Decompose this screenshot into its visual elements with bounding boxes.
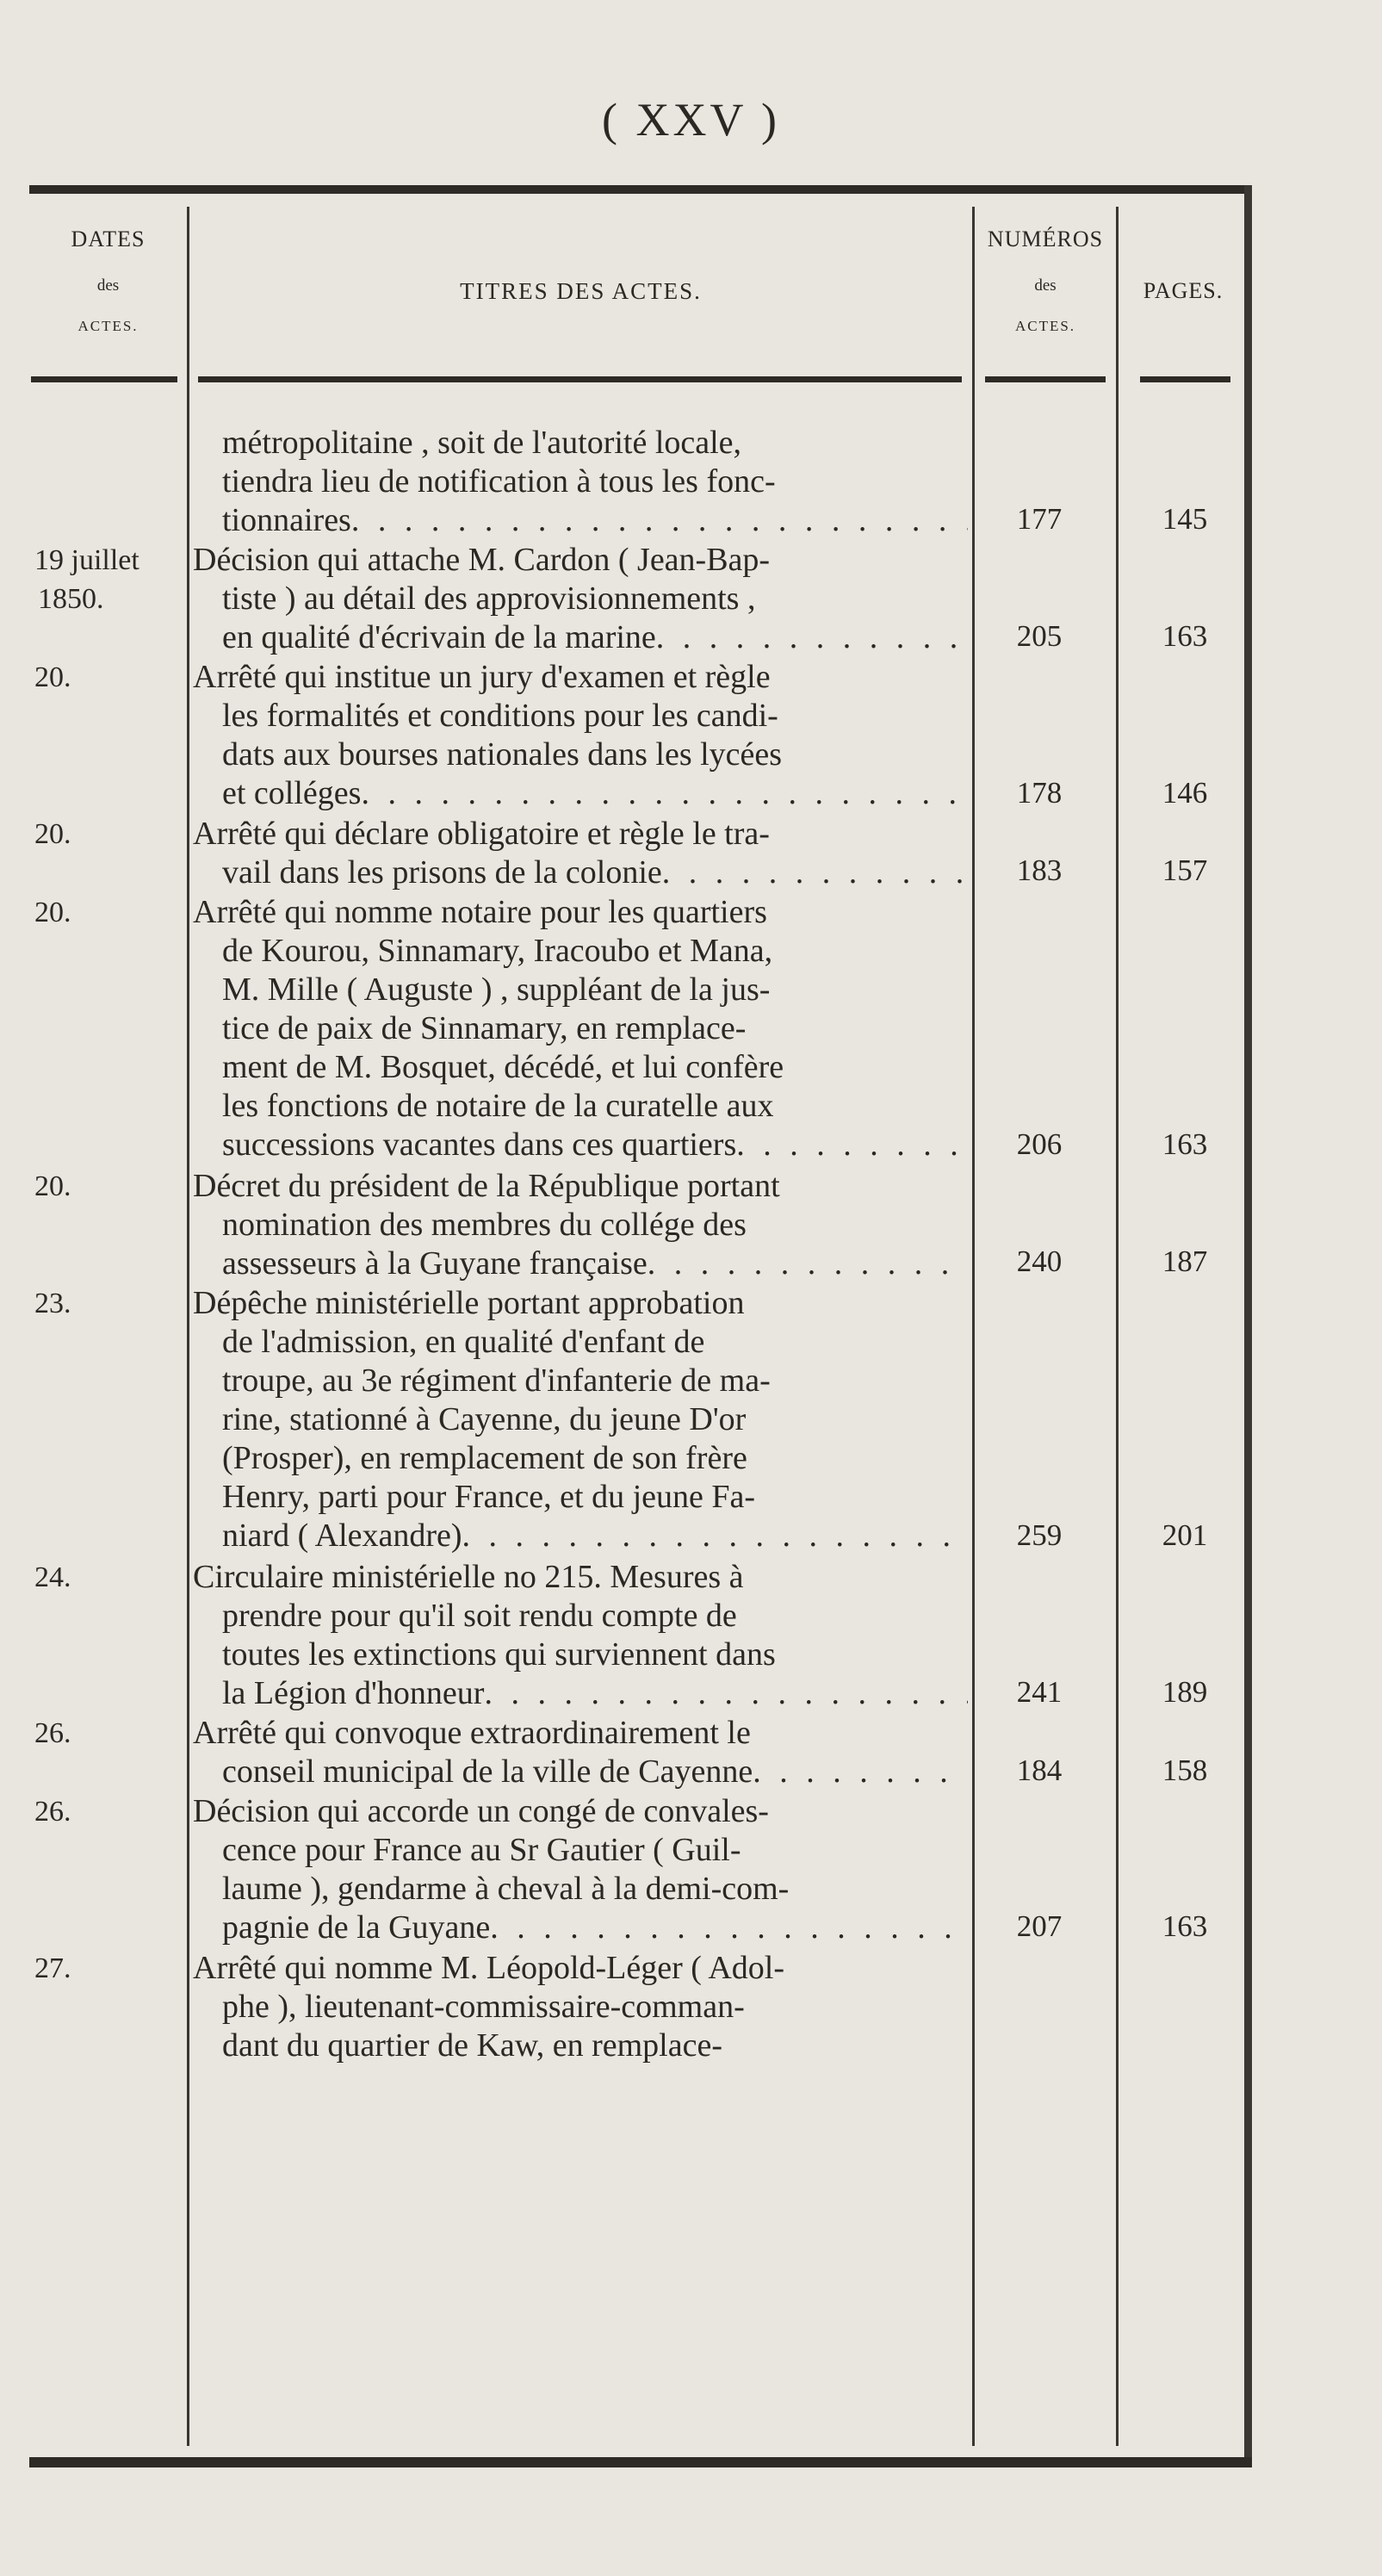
act-title-line: pagnie de la Guyane bbox=[222, 1909, 491, 1946]
act-title-line: nomination des membres du collége des bbox=[222, 1206, 747, 1243]
act-title bbox=[193, 1792, 968, 1947]
act-title-line: et colléges bbox=[222, 775, 362, 812]
page-number-header: ( XXV ) bbox=[602, 94, 780, 146]
table-right-border bbox=[1244, 185, 1252, 2467]
act-title-line: laume ), gendarme à cheval à la demi-com- bbox=[222, 1871, 790, 1907]
act-title-line: niard ( Alexandre) bbox=[222, 1517, 462, 1554]
act-numero: 183 bbox=[1016, 853, 1063, 888]
act-page: 163 bbox=[1162, 1909, 1208, 1944]
dot-leader bbox=[462, 1517, 968, 1555]
act-title-line: Décision qui attache M. Cardon ( Jean-Bap- bbox=[193, 542, 771, 579]
act-date-line: 27. bbox=[34, 1952, 71, 1984]
act-title-line: troupe, au 3e régiment d'infanterie de ma- bbox=[222, 1362, 771, 1399]
act-title-line: rine, stationné à Cayenne, du jeune D'or bbox=[222, 1400, 747, 1437]
act-title bbox=[193, 1714, 968, 1791]
act-title-line: tionnaires bbox=[222, 502, 351, 538]
act-title-line: successions vacantes dans ces quartiers bbox=[222, 1126, 737, 1163]
act-date-line: 20. bbox=[34, 896, 71, 928]
act-date bbox=[34, 1284, 189, 1323]
header-numeros-line1: NUMÉROS bbox=[987, 227, 1104, 251]
act-date-line: 20. bbox=[34, 661, 71, 694]
act-numero: 184 bbox=[1016, 1753, 1063, 1787]
act-title-line: toutes les extinctions qui surviennent dans bbox=[222, 1636, 776, 1673]
column-divider-numeros bbox=[1116, 207, 1119, 2446]
header-numeros-line3: ACTES. bbox=[1014, 318, 1076, 334]
act-page: 201 bbox=[1162, 1518, 1208, 1553]
act-title-line: cence pour France au Sr Gautier ( Guil- bbox=[222, 1832, 741, 1868]
column-divider-titles bbox=[972, 207, 975, 2446]
act-numero: 178 bbox=[1016, 775, 1063, 810]
act-title-line: les fonctions de notaire de la curatelle aux bbox=[222, 1087, 774, 1124]
header-rule-dates bbox=[31, 376, 177, 382]
act-date bbox=[34, 541, 189, 618]
act-title-line: dats aux bourses nationales dans les lycées bbox=[222, 736, 783, 773]
act-title-line: phe ), lieutenant-commissaire-comman- bbox=[222, 1988, 745, 2025]
act-page: 187 bbox=[1162, 1245, 1208, 1279]
act-date-line: 23. bbox=[34, 1287, 71, 1319]
header-titles-text: TITRES DES ACTES. bbox=[460, 278, 702, 304]
act-numero: 240 bbox=[1016, 1245, 1063, 1279]
act-title-line: Décision qui accorde un congé de convales- bbox=[193, 1793, 769, 1829]
act-title-line: de l'admission, en qualité d'enfant de bbox=[222, 1323, 705, 1360]
act-title-line: prendre pour qu'il soit rendu compte de bbox=[222, 1597, 737, 1634]
act-title-line: Henry, parti pour France, et du jeune Fa- bbox=[222, 1478, 756, 1515]
act-title-line: (Prosper), en remplacement de son frère bbox=[222, 1439, 747, 1476]
dot-leader bbox=[753, 1753, 968, 1791]
header-numeros-line2: des bbox=[1034, 276, 1057, 295]
act-date-line: 20. bbox=[34, 1170, 71, 1202]
act-title-line: Circulaire ministérielle no 215. Mesures à bbox=[193, 1558, 744, 1595]
act-title bbox=[193, 424, 968, 540]
dot-leader bbox=[662, 853, 968, 892]
table-top-rule bbox=[29, 185, 1252, 194]
act-title-line: tiste ) au détail des approvisionnements , bbox=[222, 580, 756, 618]
act-numero: 177 bbox=[1016, 501, 1063, 536]
act-title-line: dant du quartier de Kaw, en remplace- bbox=[222, 2027, 722, 2064]
act-page: 145 bbox=[1162, 501, 1208, 536]
act-title-line: Arrêté qui nomme notaire pour les quartiers bbox=[193, 893, 767, 930]
act-date-line: 26. bbox=[34, 1717, 71, 1750]
act-title bbox=[193, 815, 968, 892]
act-date-line: 1850. bbox=[38, 583, 104, 616]
dot-leader bbox=[656, 618, 968, 657]
act-date-line: 19 juillet bbox=[34, 544, 139, 577]
act-numero: 207 bbox=[1016, 1909, 1063, 1944]
header-dates-line3: ACTES. bbox=[77, 318, 139, 334]
act-date bbox=[34, 1792, 189, 1831]
header-rule-numeros bbox=[985, 376, 1106, 382]
header-dates bbox=[29, 227, 187, 335]
act-title-line: de Kourou, Sinnamary, Iracoubo et Mana, bbox=[222, 932, 773, 969]
act-numero: 241 bbox=[1016, 1674, 1063, 1709]
act-title-line: vail dans les prisons de la colonie bbox=[222, 854, 662, 891]
act-title bbox=[193, 893, 968, 1164]
dot-leader bbox=[490, 1909, 968, 1947]
act-title-line: Arrêté qui institue un jury d'examen et règle bbox=[193, 659, 771, 696]
act-date-line: 26. bbox=[34, 1796, 71, 1828]
act-numero: 206 bbox=[1016, 1127, 1063, 1162]
header-dates-line2: des bbox=[96, 276, 120, 295]
act-title bbox=[193, 1284, 968, 1555]
header-rule-titles bbox=[198, 376, 962, 382]
dot-leader bbox=[484, 1674, 968, 1713]
act-title-line: assesseurs à la Guyane française bbox=[222, 1245, 648, 1282]
act-title-line: les formalités et conditions pour les candi- bbox=[222, 698, 778, 735]
act-title-line: tice de paix de Sinnamary, en remplace- bbox=[222, 1009, 747, 1046]
act-title-line: la Légion d'honneur bbox=[222, 1674, 485, 1711]
act-numero: 205 bbox=[1016, 619, 1063, 653]
act-date bbox=[34, 1714, 189, 1753]
act-date bbox=[34, 893, 189, 932]
act-title-line: ment de M. Bosquet, décédé, et lui confère bbox=[222, 1048, 784, 1085]
act-title-line: conseil municipal de la ville de Cayenne bbox=[222, 1754, 753, 1791]
act-date bbox=[34, 815, 189, 853]
act-title bbox=[193, 1949, 968, 2065]
dot-leader bbox=[351, 501, 968, 540]
act-title-line: Arrêté qui convoque extraordinairement le bbox=[193, 1715, 751, 1752]
act-page: 189 bbox=[1162, 1674, 1208, 1709]
act-title-line: métropolitaine , soit de l'autorité locale, bbox=[222, 425, 742, 461]
act-title bbox=[193, 658, 968, 813]
act-title bbox=[193, 1558, 968, 1713]
act-title-line: tiendra lieu de notification à tous les fonc- bbox=[222, 463, 776, 500]
dot-leader bbox=[361, 774, 968, 813]
act-page: 158 bbox=[1162, 1753, 1208, 1787]
act-title-line: Décret du président de la République portant bbox=[193, 1167, 780, 1204]
header-dates-line1: DATES bbox=[71, 227, 146, 251]
act-date bbox=[34, 1949, 189, 1988]
act-date-line: 20. bbox=[34, 818, 71, 850]
header-numeros bbox=[975, 227, 1116, 335]
acts-index-table bbox=[29, 185, 1252, 2467]
act-date bbox=[34, 658, 189, 697]
header-pages bbox=[1119, 278, 1248, 304]
act-page: 163 bbox=[1162, 1127, 1208, 1162]
act-date-line: 24. bbox=[34, 1561, 71, 1593]
header-rule-pages bbox=[1140, 376, 1230, 382]
act-title bbox=[193, 1167, 968, 1283]
act-page: 146 bbox=[1162, 775, 1208, 810]
act-title-line: en qualité d'écrivain de la marine bbox=[222, 619, 656, 656]
act-title-line: Dépêche ministérielle portant approbation bbox=[193, 1284, 745, 1321]
act-page: 157 bbox=[1162, 853, 1208, 888]
act-title-line: M. Mille ( Auguste ) , suppléant de la jus- bbox=[222, 971, 771, 1008]
act-title-line: Arrêté qui déclare obligatoire et règle le tra- bbox=[193, 816, 770, 852]
header-pages-text: PAGES. bbox=[1143, 278, 1224, 303]
act-date bbox=[34, 1558, 189, 1597]
dot-leader bbox=[736, 1126, 968, 1164]
table-bottom-rule bbox=[29, 2457, 1252, 2467]
act-title bbox=[193, 541, 968, 657]
dot-leader bbox=[648, 1245, 968, 1283]
act-date bbox=[34, 1167, 189, 1206]
act-page: 163 bbox=[1162, 619, 1208, 653]
act-numero: 259 bbox=[1016, 1518, 1063, 1553]
header-titles bbox=[189, 278, 972, 305]
act-title-line: Arrêté qui nomme M. Léopold-Léger ( Adol- bbox=[193, 1949, 784, 1986]
